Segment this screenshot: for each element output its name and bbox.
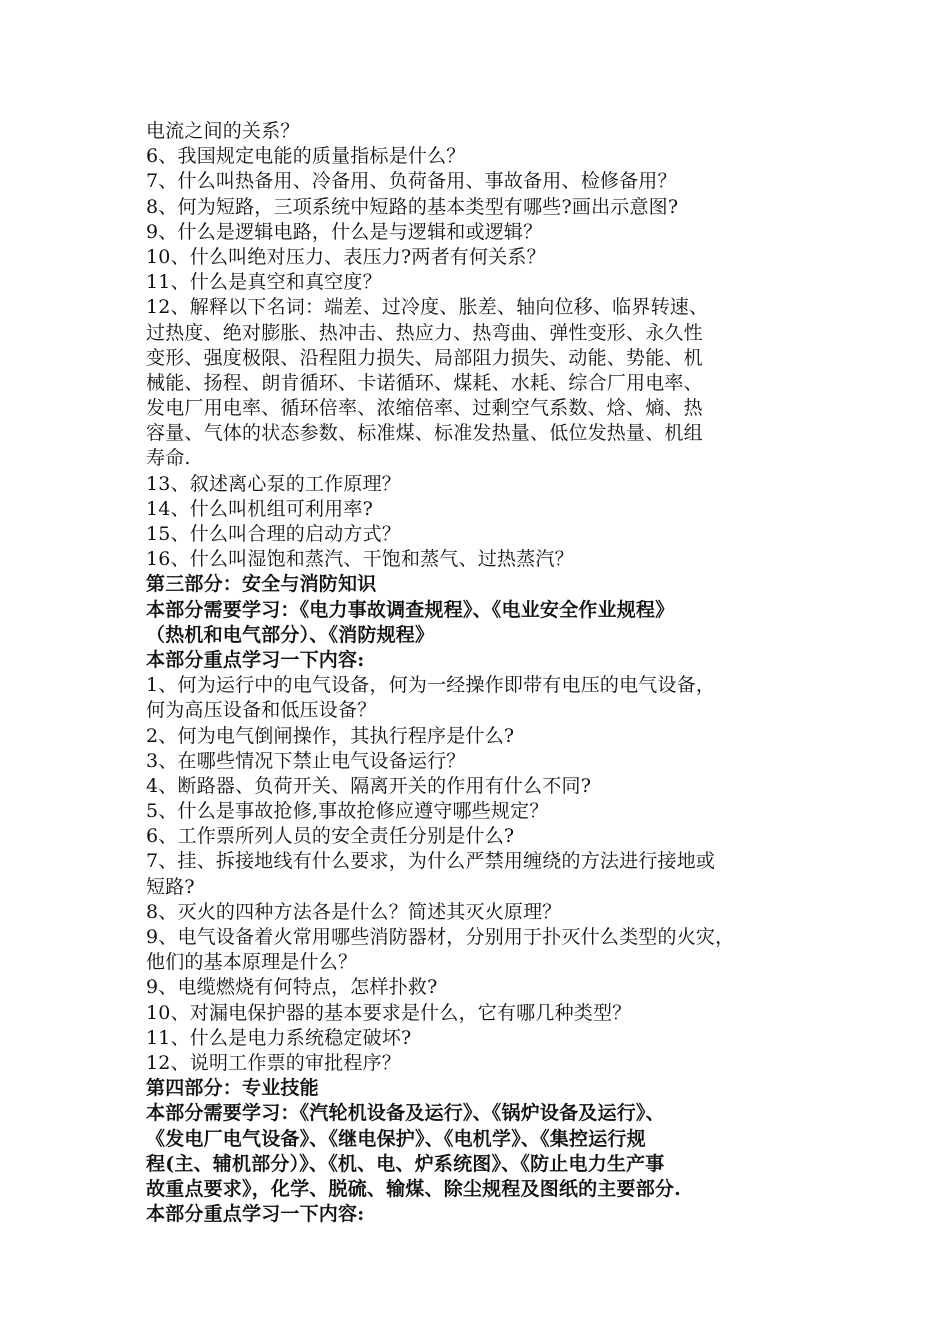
text-line: 9、什么是逻辑电路，什么是与逻辑和或逻辑？ [146, 220, 543, 243]
text-line: 10、什么叫绝对压力、表压力?两者有何关系？ [146, 245, 546, 268]
text-line: 短路? [146, 875, 195, 898]
text-line: 过热度、绝对膨胀、热冲击、热应力、热弯曲、弹性变形、永久性 [146, 321, 703, 344]
text-line: 3、在哪些情况下禁止电气设备运行？ [146, 749, 466, 772]
section-heading-line: 本部分重点学习一下内容: [146, 1203, 365, 1226]
text-line: 5、什么是事故抢修,事故抢修应遵守哪些规定？ [146, 800, 549, 823]
text-line: 变形、强度极限、沿程阻力损失、局部阻力损失、动能、势能、机 [146, 346, 703, 369]
section-heading-line: 本部分需要学习：《电力事故调查规程》、《电业安全作业规程》 [146, 598, 675, 621]
text-line: 9、电缆燃烧有何特点，怎样扑救? [146, 976, 438, 999]
text-line: 8、灭火的四种方法各是什么？简述其灭火原理？ [146, 900, 562, 923]
text-line: 13、叙述离心泵的工作原理？ [146, 472, 401, 495]
text-line: 7、什么叫热备用、冷备用、负荷备用、事故备用、检修备用？ [146, 170, 677, 193]
section-heading-line: （热机和电气部分）、《消防规程》 [146, 623, 435, 646]
text-line: 8、何为短路，三项系统中短路的基本类型有哪些?画出示意图? [146, 195, 679, 218]
text-line: 何为高压设备和低压设备？ [146, 699, 377, 722]
section-heading-line: 本部分重点学习一下内容: [146, 648, 365, 671]
text-line: 11、什么是电力系统稳定破坏? [146, 1026, 412, 1049]
text-line: 16、什么叫湿饱和蒸汽、干饱和蒸气、过热蒸汽？ [146, 548, 574, 571]
text-line: 他们的基本原理是什么？ [146, 951, 358, 974]
text-line: 容量、气体的状态参数、标准煤、标准发热量、低位发热量、机组 [146, 422, 703, 445]
text-line: 械能、扬程、朗肯循环、卡诺循环、煤耗、水耗、综合厂用电率、 [146, 371, 703, 394]
section-heading-line: 程(主、辅机部分）》、《机、电、炉系统图》、《防止电力生产事 [146, 1152, 665, 1175]
text-line: 15、什么叫合理的启动方式？ [146, 523, 401, 545]
text-line: 发电厂用电率、循环倍率、浓缩倍率、过剩空气系数、焓、熵、热 [146, 397, 703, 420]
text-line: 电流之间的关系？ [146, 120, 300, 142]
text-line: 4、断路器、负荷开关、隔离开关的作用有什么不同? [146, 774, 592, 797]
text-line: 10、对漏电保护器的基本要求是什么，它有哪几种类型？ [146, 1001, 632, 1024]
section-heading-line: 《发电厂电气设备》、《继电保护》、《电机学》、《集控运行规 [146, 1127, 646, 1150]
text-line: 6、工作票所列人员的安全责任分别是什么? [146, 825, 515, 848]
text-line: 12、解释以下名词：端差、过冷度、胀差、轴向位移、临界转速、 [146, 296, 709, 319]
section-heading-line: 故重点要求》，化学、脱硫、输煤、除尘规程及图纸的主要部分. [146, 1177, 681, 1200]
section-heading-line: 第三部分：安全与消防知识 [146, 573, 377, 596]
text-line: 11、什么是真空和真空度？ [146, 271, 382, 294]
text-line: 14、什么叫机组可利用率? [146, 497, 373, 520]
text-line: 寿命. [146, 447, 191, 470]
text-line: 2、何为电气倒闸操作，其执行程序是什么? [146, 724, 515, 747]
text-line: 9、电气设备着火常用哪些消防器材，分别用于扑灭什么类型的火灾， [146, 926, 735, 948]
text-line: 12、说明工作票的审批程序？ [146, 1051, 401, 1074]
section-heading-line: 本部分需要学习：《汽轮机设备及运行》、《锅炉设备及运行》、 [146, 1102, 665, 1125]
text-line: 7、挂、拆接地线有什么要求，为什么严禁用缠绕的方法进行接地或 [146, 850, 716, 873]
section-heading-line: 第四部分：专业技能 [146, 1077, 319, 1100]
document-page [146, 119, 826, 1227]
text-line: 1、何为运行中的电气设备，何为一经操作即带有电压的电气设备， [146, 674, 716, 697]
text-line: 6、我国规定电能的质量指标是什么？ [146, 145, 466, 168]
